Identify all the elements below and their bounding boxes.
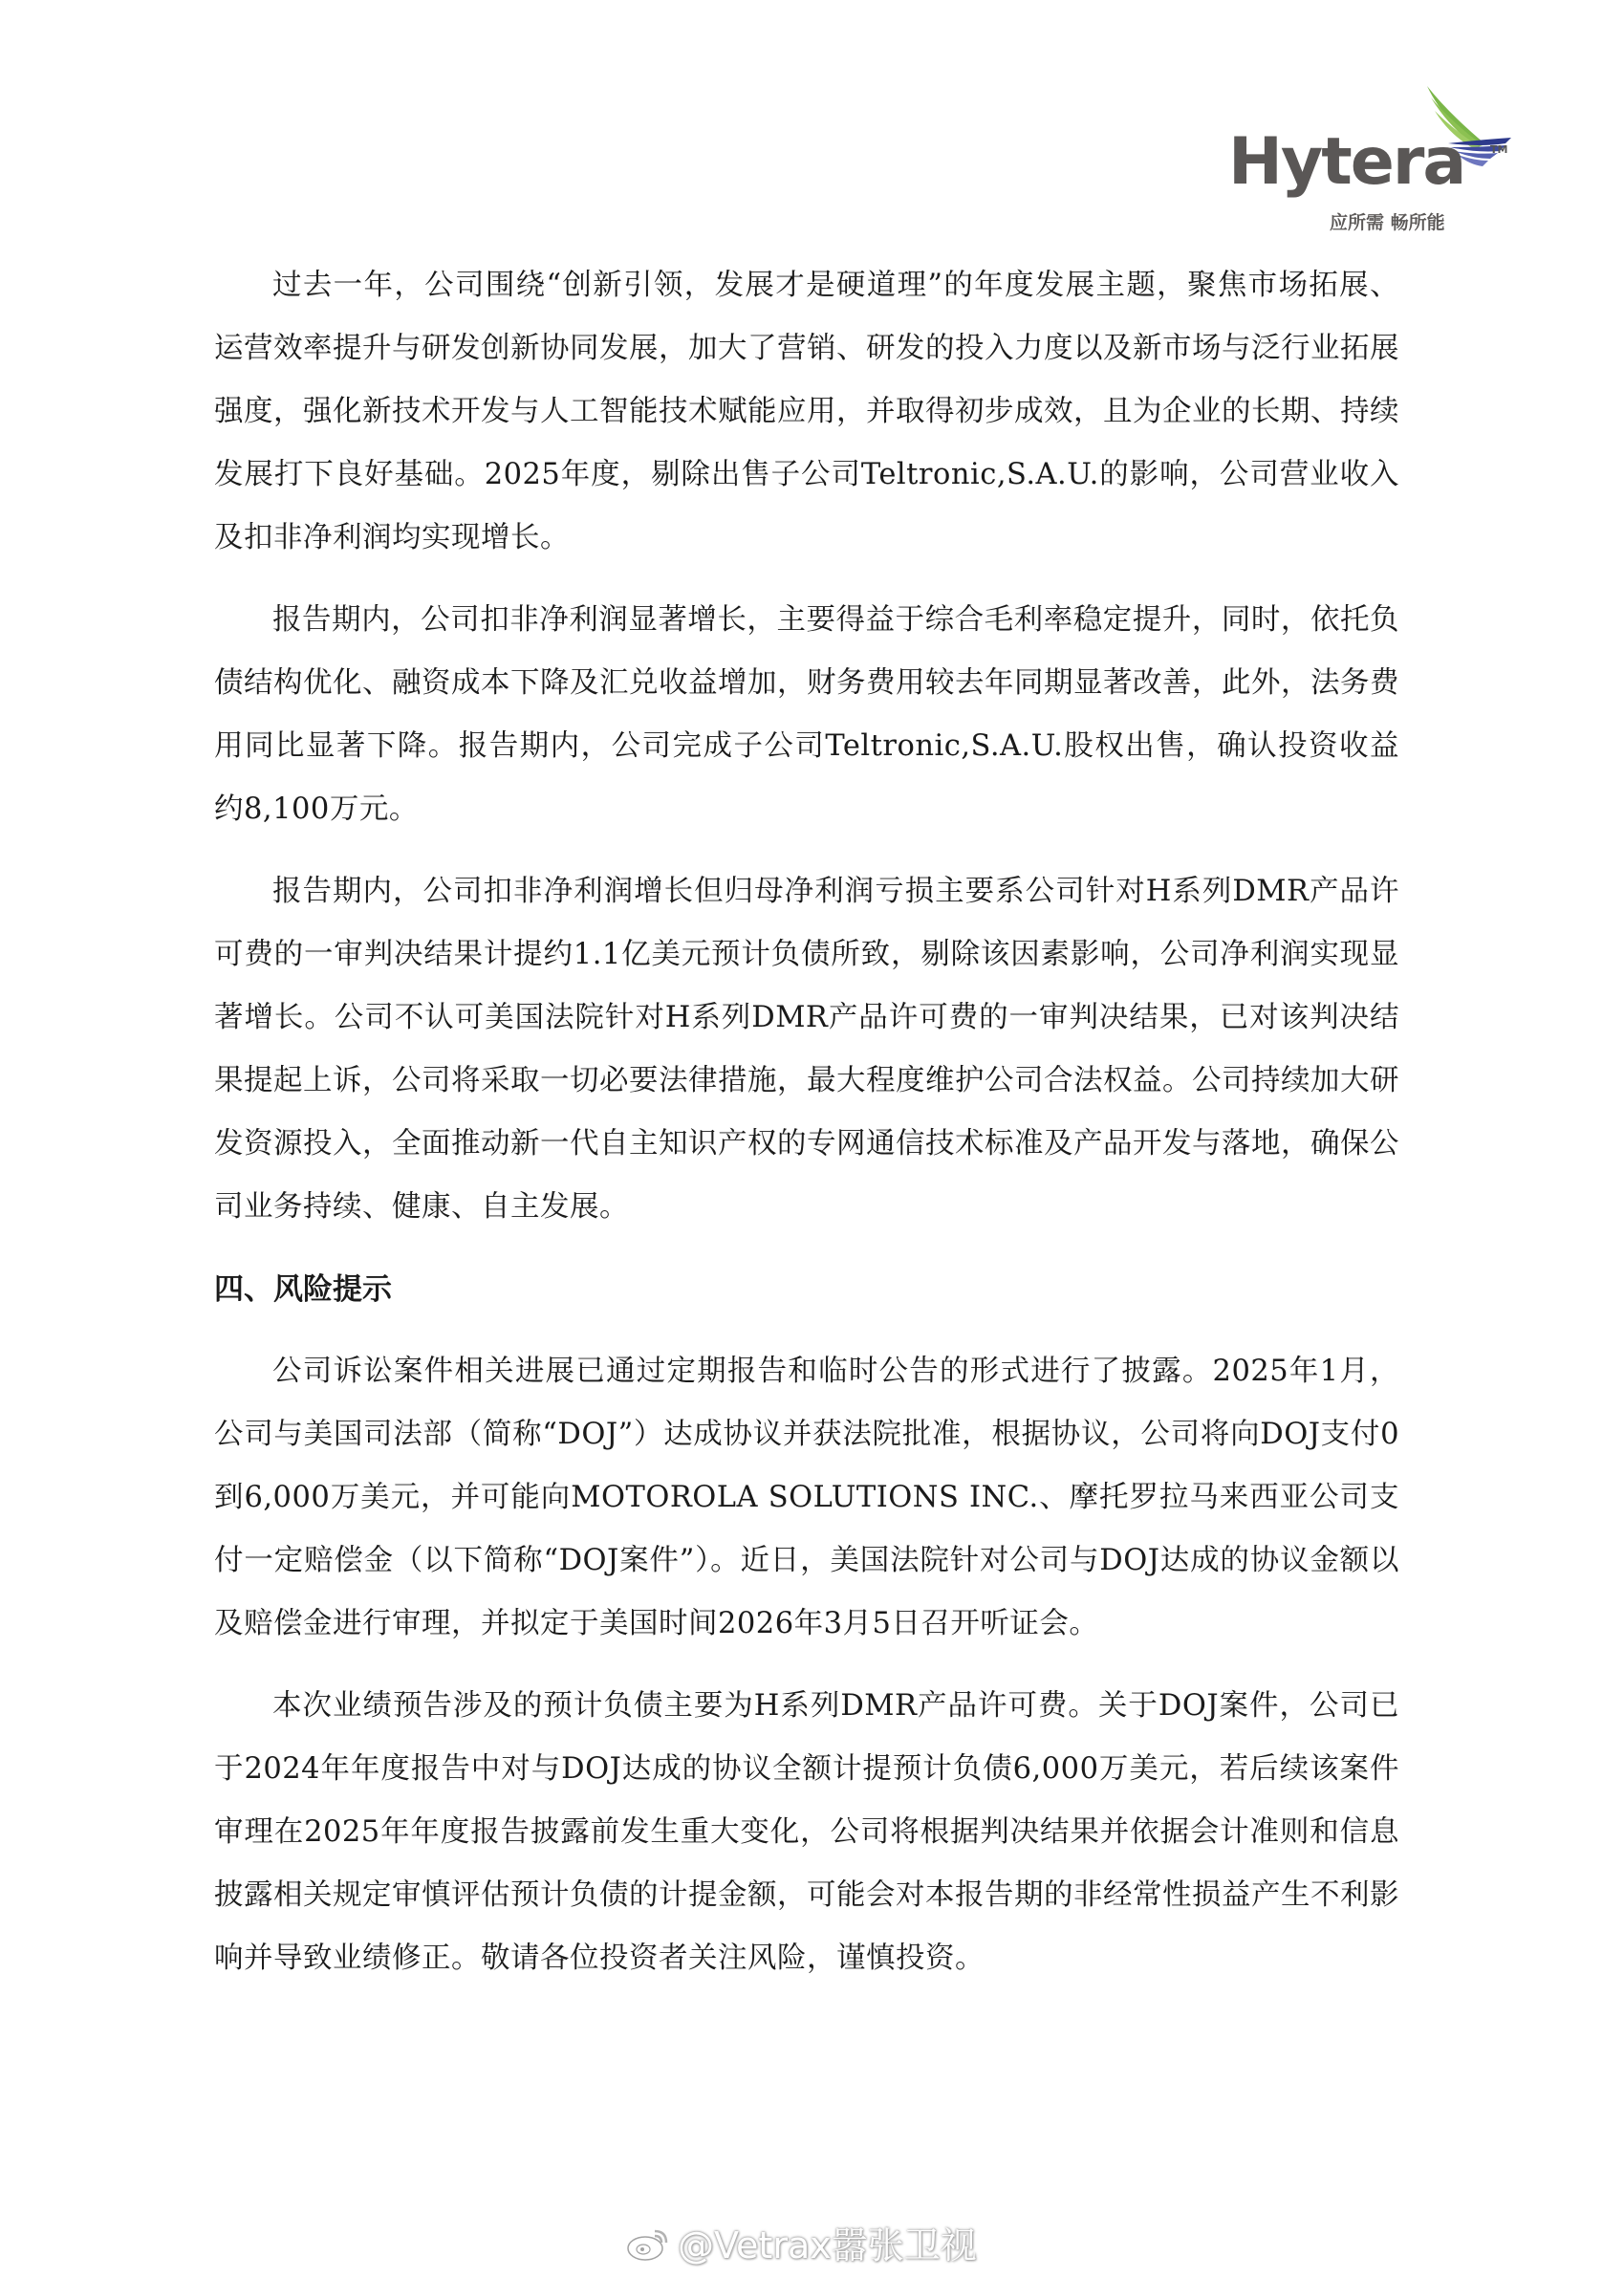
paragraph-net-loss-explanation: 报告期内，公司扣非净利润增长但归母净利润亏损主要系公司针对H系列DMR产品许可费的一审判决结果计提约1.1亿美元预计负债所致，剔除该因素影响，公司净利润实现显著增长。公司不认可美国法院针对H系列DMR产品许可费的一审判决结果，已对该判决结果提起上诉，公司将采取一切必要法律措施，最大程度维护公司合法权益。公司持续加大研发资源投入，全面推动新一代自主知识产权的专网通信技术标准及产品开发与落地，确保公司业务持续、健康、自主发展。: [214, 875, 1399, 1224]
logo-slogan: 应所需 畅所能: [1330, 212, 1445, 233]
paragraph-doj-case: 公司诉讼案件相关进展已通过定期报告和临时公告的形式进行了披露。2025年1月，公司与美国司法部（简称“DOJ”）达成协议并获法院批准，根据协议，公司将向DOJ支付0到6,000万美元，并可能向MOTOROLA SOLUTIONS INC.、摩托罗拉马来西亚公司支付一定赔偿金（以下简称“DOJ案件”）。近日，美国法院针对公司与DOJ达成的协议金额以及赔偿金进行审理，并拟定于美国时间2026年3月5日召开听证会。: [214, 1355, 1399, 1640]
paragraph-annual-review: 过去一年，公司围绕“创新引领，发展才是硬道理”的年度发展主题，聚焦市场拓展、运营效率提升与研发创新协同发展，加大了营销、研发的投入力度以及新市场与泛行业拓展强度，强化新技术开发与人工智能技术赋能应用，并取得初步成效，且为企业的长期、持续发展打下良好基础。2025年度，剔除出售子公司Teltronic,S.A.U.的影响，公司营业收入及扣非净利润均实现增长。: [214, 269, 1399, 554]
section-heading-risk: 四、风险提示: [214, 1272, 392, 1307]
watermark: [626, 2216, 977, 2268]
weibo-icon: [626, 2224, 672, 2262]
logo-trademark: TM: [1490, 143, 1508, 156]
document-body: [214, 254, 1399, 2009]
paragraph-liability-warning: 本次业绩预告涉及的预计负债主要为H系列DMR产品许可费。关于DOJ案件，公司已于2024年年度报告中对与DOJ达成的协议全额计提预计负债6,000万美元，若后续该案件审理在2025年年度报告披露前发生重大变化，公司将根据判决结果并依据会计准则和信息披露相关规定审慎评估预计负债的计提金额，可能会对本报告期的非经常性损益产生不利影响并导致业绩修正。敬请各位投资者关注风险，谨慎投资。: [214, 1689, 1399, 1975]
logo-brand: Hytera: [1228, 124, 1465, 200]
watermark-text: @Vetrax嚣张卫视: [678, 2224, 977, 2267]
hytera-logo: [1228, 84, 1534, 237]
paragraph-profit-growth: 报告期内，公司扣非净利润显著增长，主要得益于综合毛利率稳定提升，同时，依托负债结构优化、融资成本下降及汇兑收益增加，财务费用较去年同期显著改善，此外，法务费用同比显著下降。报告期内，公司完成子公司Teltronic,S.A.U.股权出售，确认投资收益约8,100万元。: [214, 603, 1399, 826]
